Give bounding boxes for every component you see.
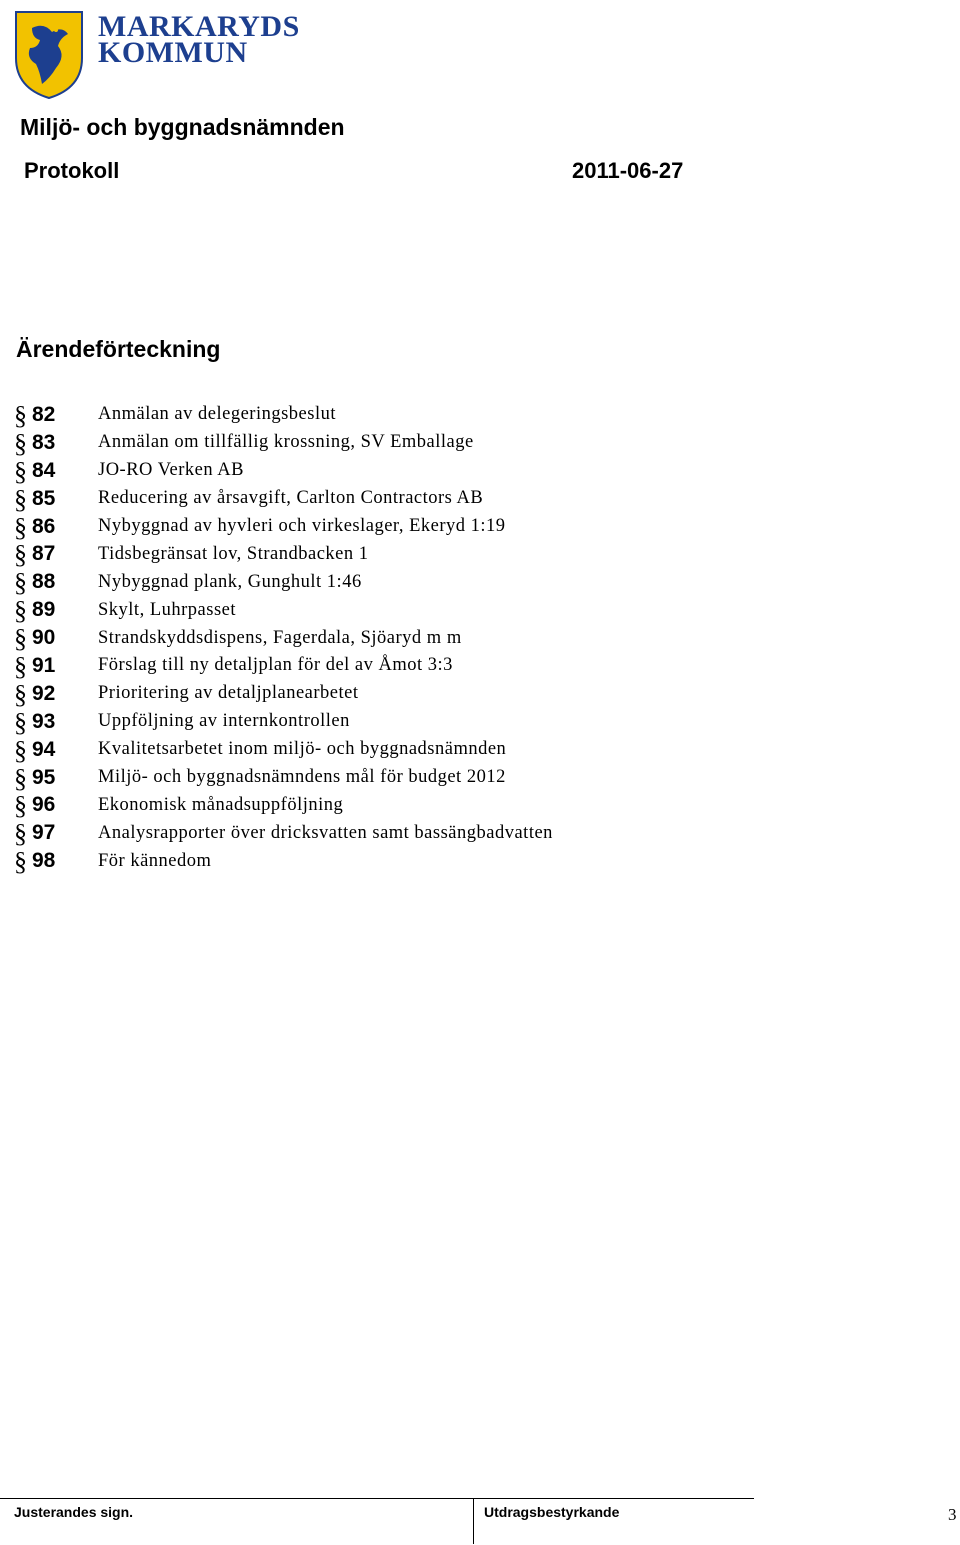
list-item [14, 791, 553, 819]
item-title: Strandskyddsdispens, Fagerdala, Sjöaryd m m [98, 627, 462, 648]
coat-of-arms-icon [12, 8, 86, 100]
list-item [14, 457, 553, 485]
item-number: 95 [32, 765, 56, 789]
item-title: Nybyggnad av hyvleri och virkeslager, Ekeryd 1:19 [98, 516, 506, 536]
logo-text-line1: MARKARYDS [98, 10, 300, 43]
section-sign-icon: § [14, 624, 27, 654]
document-type: Protokoll [24, 158, 120, 183]
list-item [14, 764, 553, 792]
item-number: 82 [32, 402, 56, 426]
item-number: 83 [32, 430, 56, 454]
item-number: 96 [32, 793, 56, 817]
item-number: 86 [32, 514, 56, 538]
section-sign-icon: § [14, 707, 27, 737]
agenda-list [14, 401, 553, 875]
item-title: Kvalitetsarbetet inom miljö- och byggnadsnämnden [98, 739, 507, 760]
list-item [14, 652, 553, 680]
item-number: 97 [32, 821, 56, 845]
list-item [14, 847, 553, 875]
list-item [14, 624, 553, 652]
item-number: 84 [32, 458, 56, 482]
section-sign-icon: § [14, 847, 27, 877]
section-sign-icon: § [14, 651, 27, 681]
item-number: 91 [32, 653, 56, 677]
item-number: 94 [32, 737, 56, 761]
item-number: 92 [32, 681, 56, 705]
item-title: Nybyggnad plank, Gunghult 1:46 [98, 571, 362, 592]
section-sign-icon: § [14, 540, 27, 570]
item-title: Ekonomisk månadsuppföljning [98, 794, 344, 815]
item-number: 87 [32, 542, 56, 566]
item-title: Anmälan om tillfällig krossning, SV Emballage [98, 432, 474, 453]
footer-certification-label: Utdragsbestyrkande [484, 1504, 620, 1520]
section-sign-icon: § [14, 568, 27, 598]
logo-text-line2: KOMMUN [98, 36, 248, 69]
item-title: Skylt, Luhrpasset [98, 599, 236, 620]
footer-signature-label: Justerandes sign. [14, 1504, 134, 1520]
item-number: 88 [32, 570, 56, 594]
item-number: 93 [32, 709, 56, 733]
section-sign-icon: § [14, 484, 27, 514]
municipality-logo [12, 8, 312, 100]
footer-column-divider [473, 1498, 474, 1544]
section-sign-icon: § [14, 679, 27, 709]
list-item [14, 708, 553, 736]
section-sign-icon: § [14, 735, 27, 765]
item-number: 85 [32, 486, 56, 510]
item-title: Prioritering av detaljplanearbetet [98, 683, 359, 704]
item-title: Miljö- och byggnadsnämndens mål för budget 2012 [98, 767, 506, 788]
item-title: Reducering av årsavgift, Carlton Contractors AB [98, 488, 484, 509]
item-number: 90 [32, 626, 56, 650]
section-title: Ärendeförteckning [16, 336, 221, 362]
list-item [14, 736, 553, 764]
list-item [14, 513, 553, 541]
item-number: 89 [32, 598, 56, 622]
list-item [14, 568, 553, 596]
item-title: Uppföljning av internkontrollen [98, 711, 350, 732]
item-title: JO-RO Verken AB [98, 460, 244, 481]
section-sign-icon: § [14, 456, 27, 486]
document-date: 2011-06-27 [572, 158, 684, 183]
list-item [14, 429, 553, 457]
item-number: 98 [32, 849, 56, 873]
list-item [14, 819, 553, 847]
item-title: Anmälan av delegeringsbeslut [98, 404, 336, 425]
list-item [14, 485, 553, 513]
section-sign-icon: § [14, 428, 27, 458]
section-sign-icon: § [14, 512, 27, 542]
section-sign-icon: § [14, 791, 27, 821]
list-item [14, 680, 553, 708]
footer-divider [0, 1498, 754, 1499]
list-item [14, 596, 553, 624]
section-sign-icon: § [14, 819, 27, 849]
item-title: För kännedom [98, 850, 212, 871]
list-item [14, 401, 553, 429]
list-item [14, 540, 553, 568]
item-title: Analysrapporter över dricksvatten samt bassängbadvatten [98, 822, 553, 843]
section-sign-icon: § [14, 400, 27, 430]
item-title: Förslag till ny detaljplan för del av Åmot 3:3 [98, 655, 453, 676]
committee-name: Miljö- och byggnadsnämnden [20, 114, 345, 140]
section-sign-icon: § [14, 596, 27, 626]
section-sign-icon: § [14, 763, 27, 793]
page-number: 3 [948, 1505, 957, 1524]
item-title: Tidsbegränsat lov, Strandbacken 1 [98, 543, 369, 564]
